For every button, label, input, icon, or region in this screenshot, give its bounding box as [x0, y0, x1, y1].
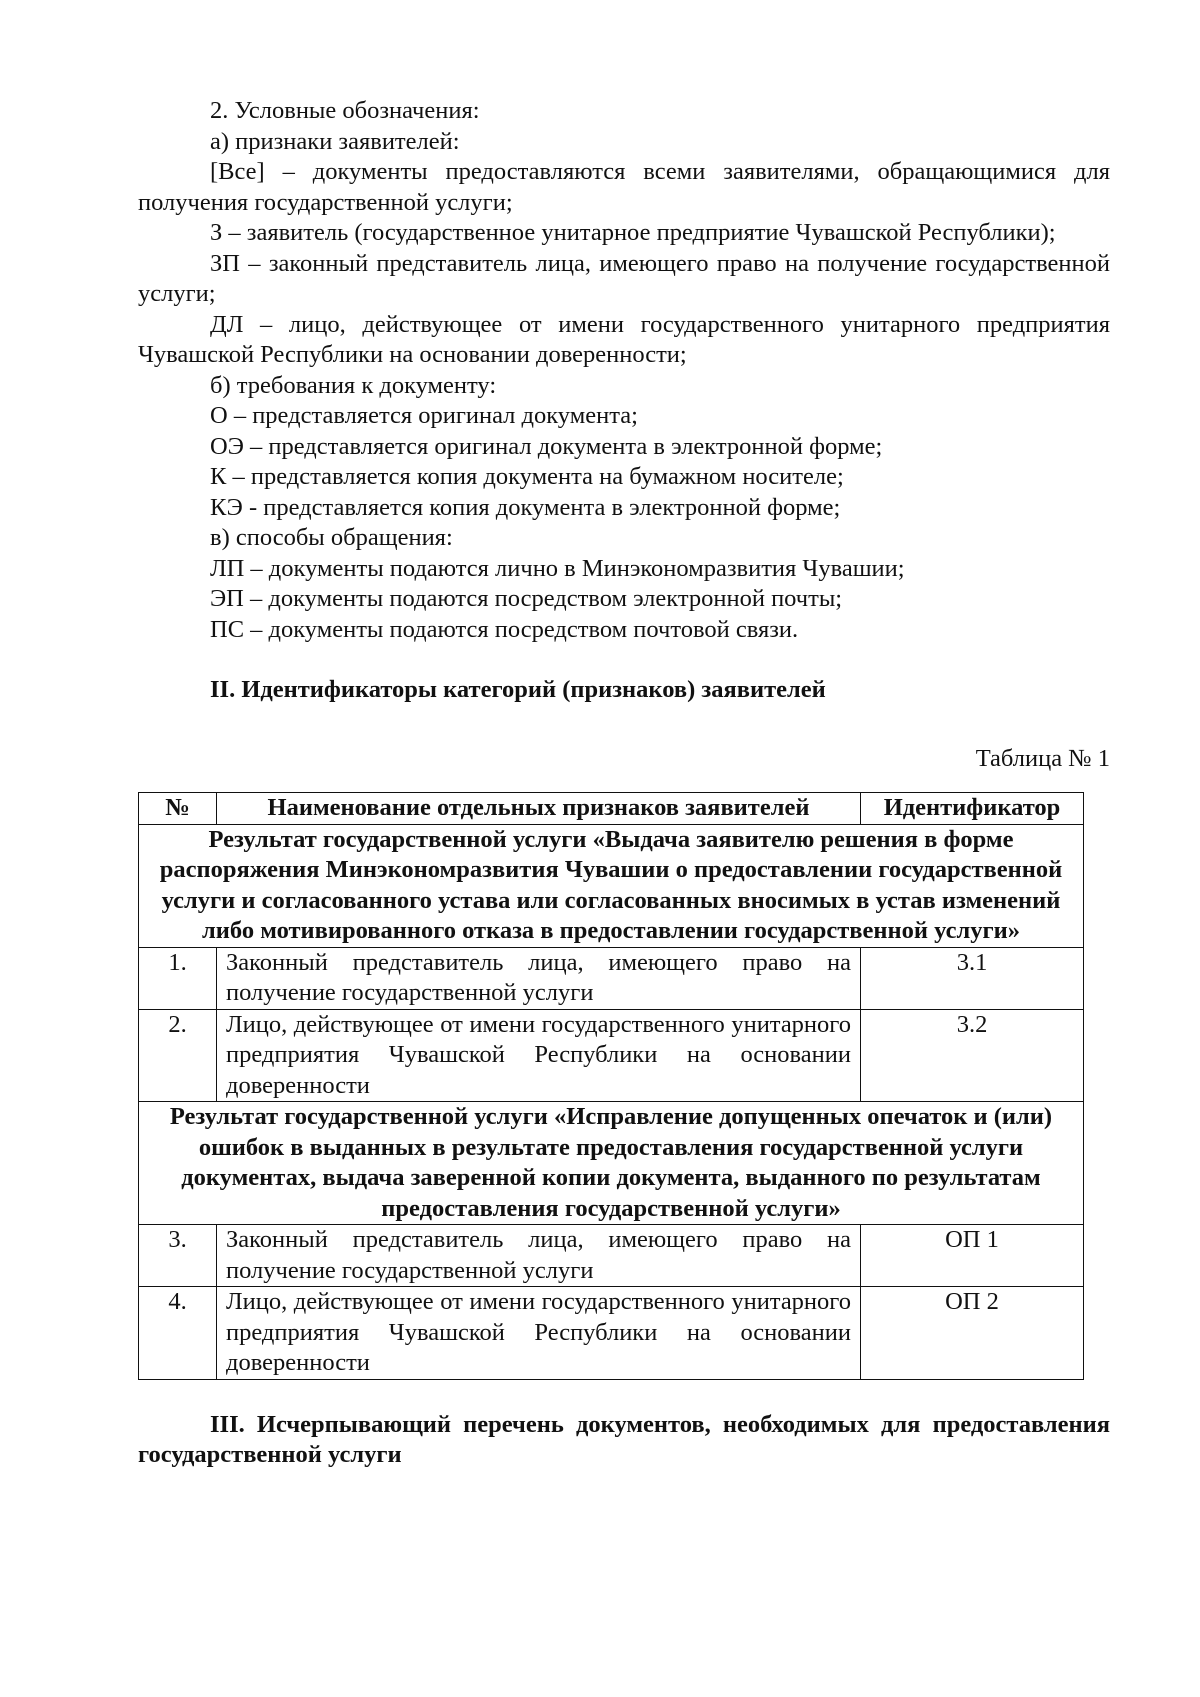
- table-row: [139, 1009, 1084, 1102]
- table-group-row: [139, 824, 1084, 947]
- legend-b-item: ОЭ – представляется оригинал документа в электронной форме;: [210, 432, 883, 460]
- legend-c-item: ЭП – документы подаются посредством электронной почты;: [210, 585, 843, 612]
- row-name: Законный представитель лица, имеющего право на получение государственной услуги: [217, 1225, 861, 1287]
- legend-b-title: б) требования к документу:: [210, 371, 497, 399]
- table-caption: Таблица № 1: [975, 744, 1110, 772]
- legend-a-title: а) признаки заявителей:: [210, 127, 460, 155]
- row-name: Лицо, действующее от имени государственного унитарного предприятия Чувашской Республики на основании доверенности: [217, 1287, 861, 1380]
- header-num: №: [139, 793, 217, 825]
- row-num: 4.: [139, 1287, 217, 1380]
- table-row: [139, 1225, 1084, 1287]
- applicant-identifiers-table: [138, 792, 1084, 1380]
- table-group-row: [139, 1102, 1084, 1225]
- legend-c-item: ПС – документы подаются посредством почтовой связи.: [210, 615, 799, 643]
- row-id: 3.1: [861, 947, 1084, 1009]
- group-1-title: Результат государственной услуги «Выдача заявителю решения в форме распоряжения Минэкономразвития Чувашии о предоставлении государственной услуги и согласованного устава или согласованных вносимых в устав изменений либо мотивированного отказа в предоставлении государственной услуги»: [139, 824, 1084, 947]
- row-num: 1.: [139, 947, 217, 1009]
- legend-a-item: ЗП – законный представитель лица, имеющего право на получение государственной услуги;: [138, 249, 1110, 307]
- legend-b-item: К – представляется копия документа на бумажном носителе;: [210, 463, 844, 490]
- section-2-heading: II. Идентификаторы категорий (признаков) заявителей: [210, 676, 826, 703]
- legend-title: 2. Условные обозначения:: [210, 97, 480, 124]
- legend-a-item: ДЛ – лицо, действующее от имени государственного унитарного предприятия Чувашской Республики на основании доверенности;: [138, 310, 1110, 368]
- header-id: Идентификатор: [861, 793, 1084, 825]
- row-name: Законный представитель лица, имеющего право на получение государственной услуги: [217, 947, 861, 1009]
- legend-b-item: КЭ - представляется копия документа в электронной форме;: [210, 493, 841, 521]
- row-num: 3.: [139, 1225, 217, 1287]
- row-id: 3.2: [861, 1009, 1084, 1102]
- table-row: [139, 1287, 1084, 1380]
- row-id: ОП 1: [861, 1225, 1084, 1287]
- section-3-heading: III. Исчерпывающий перечень документов, необходимых для предоставления государственной услуги: [138, 1410, 1110, 1468]
- table-row: [139, 947, 1084, 1009]
- row-id: ОП 2: [861, 1287, 1084, 1380]
- legend-a-item: З – заявитель (государственное унитарное предприятие Чувашской Республики);: [210, 219, 1056, 246]
- row-num: 2.: [139, 1009, 217, 1102]
- header-name: Наименование отдельных признаков заявителей: [217, 793, 861, 825]
- row-name: Лицо, действующее от имени государственного унитарного предприятия Чувашской Республики на основании доверенности: [217, 1009, 861, 1102]
- legend-c-item: ЛП – документы подаются лично в Минэкономразвития Чувашии;: [210, 554, 905, 582]
- legend-a-item: [Все] – документы предоставляются всеми заявителями, обращающимися для получения государственной услуги;: [138, 158, 1110, 216]
- table-header-row: [139, 793, 1084, 825]
- legend-b-item: О – представляется оригинал документа;: [210, 402, 638, 429]
- document-page: [138, 96, 1110, 1471]
- group-2-title: Результат государственной услуги «Исправление допущенных опечаток и (или) ошибок в выданных в результате предоставления государственной услуги документах, выдача заверенной копии документа, выданного по результатам предоставления государственной услуги»: [139, 1102, 1084, 1225]
- legend-c-title: в) способы обращения:: [210, 524, 453, 551]
